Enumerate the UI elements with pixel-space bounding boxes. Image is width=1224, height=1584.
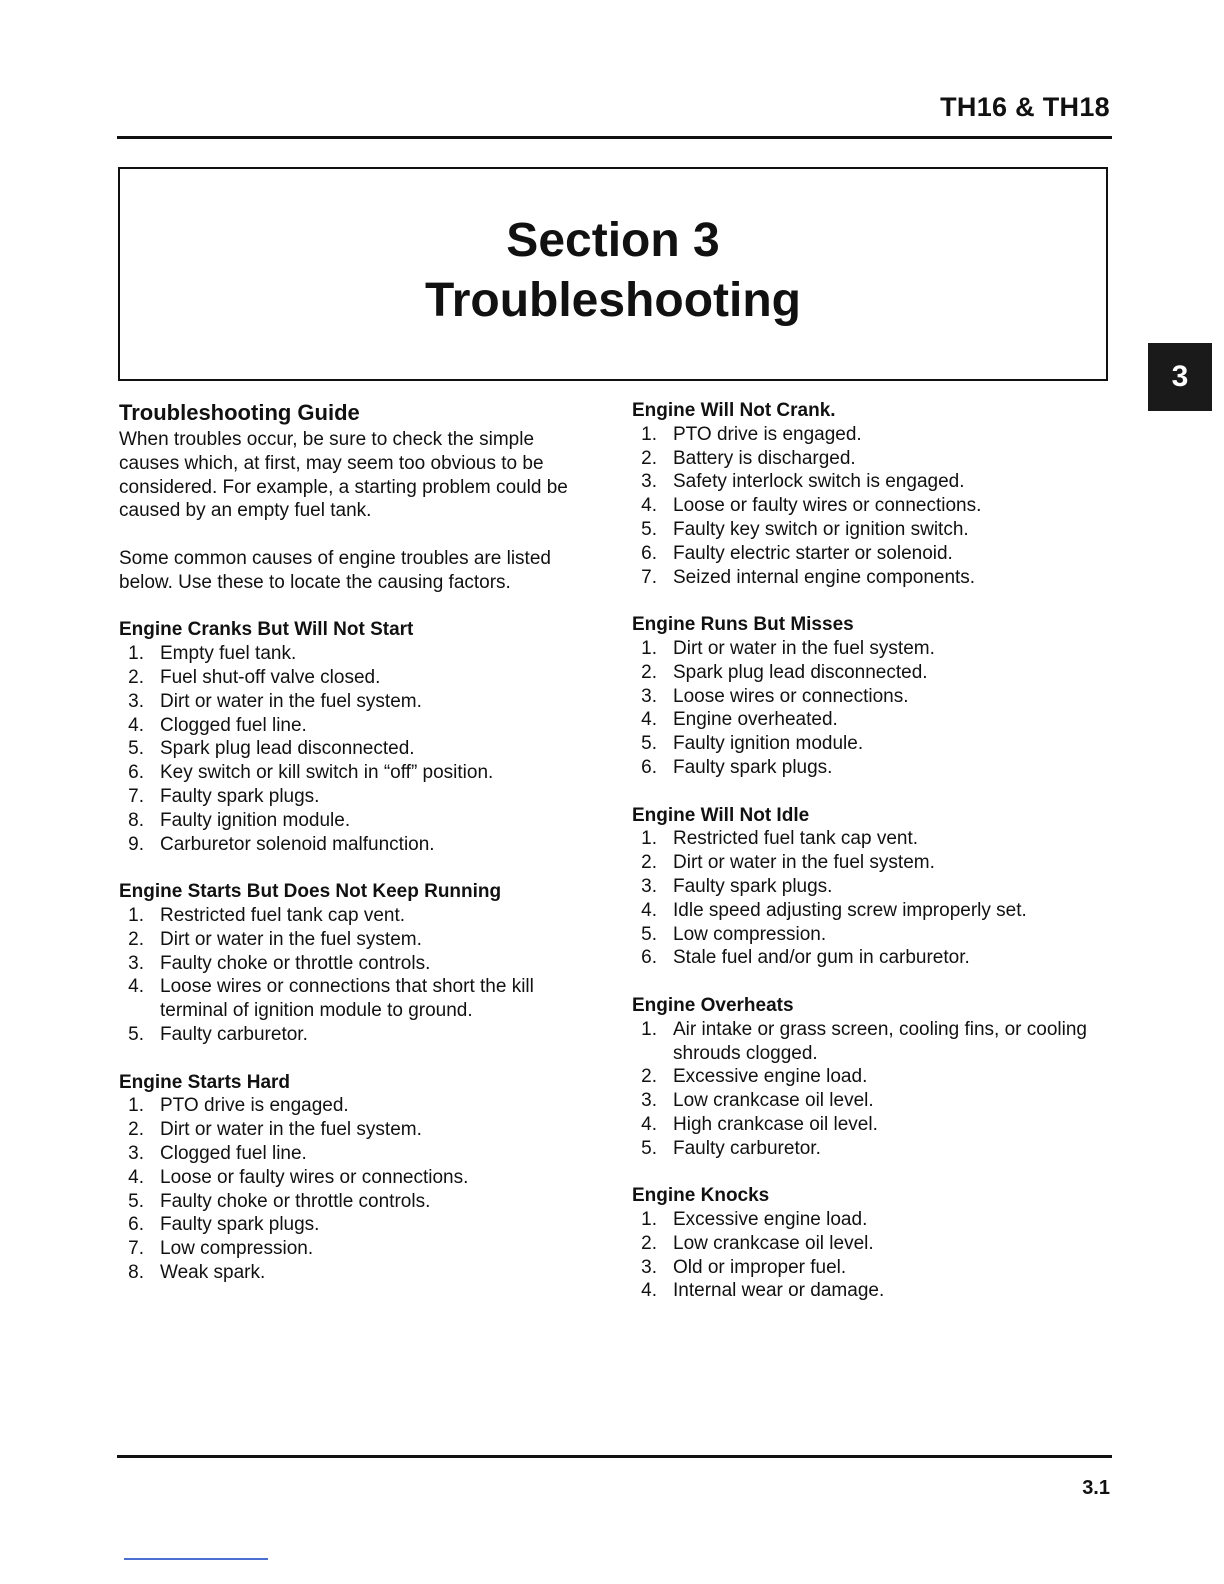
footer-link-underline — [124, 1558, 268, 1560]
list-item-number: 5. — [641, 733, 657, 755]
list-item-text: Clogged fuel line. — [160, 714, 307, 736]
list-item-text: Engine overheated. — [673, 709, 838, 731]
list-item-text: High crankcase oil level. — [673, 1113, 878, 1135]
list-item-text: Safety interlock switch is engaged. — [673, 471, 965, 493]
list-item-text: Restricted fuel tank cap vent. — [160, 904, 406, 926]
troubleshooting-section-title: Engine Cranks But Will Not Start — [119, 619, 414, 641]
list-item-text: Loose or faulty wires or connections. — [160, 1166, 469, 1188]
list-item-text: Faulty spark plugs. — [673, 756, 833, 778]
list-item-number: 2. — [641, 661, 657, 683]
list-item-number: 9. — [128, 833, 144, 855]
cause-list-item — [119, 761, 589, 785]
list-item-text: Faulty spark plugs. — [160, 1214, 320, 1236]
cause-list-item — [632, 447, 1112, 471]
cause-list-item — [119, 1023, 589, 1047]
right-sections — [632, 399, 1112, 1303]
list-item-number: 3. — [128, 1142, 144, 1164]
list-item-text: Low crankcase oil level. — [673, 1232, 874, 1254]
list-item-text: Faulty carburetor. — [673, 1137, 821, 1159]
right-column — [632, 398, 1112, 1327]
list-item-text: Faulty electric starter or solenoid. — [673, 542, 953, 564]
list-item-number: 2. — [128, 666, 144, 688]
section-title-box — [118, 167, 1108, 381]
list-item-text: Low compression. — [673, 923, 827, 945]
list-item-number: 6. — [128, 762, 144, 784]
list-item-number: 1. — [641, 1018, 657, 1040]
list-item-number: 2. — [128, 1119, 144, 1141]
cause-list-item — [119, 975, 589, 1023]
troubleshooting-section-title: Engine Knocks — [632, 1185, 770, 1207]
list-item-number: 1. — [641, 1209, 657, 1231]
list-item-number: 5. — [641, 518, 657, 540]
cause-list-item — [632, 946, 1112, 970]
list-item-number: 6. — [641, 756, 657, 778]
list-item-text: Air intake or grass screen, cooling fins, or cooling shrouds clogged. — [673, 1018, 1087, 1064]
list-item-number: 6. — [641, 947, 657, 969]
list-item-text: Spark plug lead disconnected. — [160, 738, 415, 760]
troubleshooting-section-title: Engine Starts But Does Not Keep Running — [119, 881, 502, 903]
cause-list-item — [632, 923, 1112, 947]
troubleshooting-section-title: Engine Will Not Crank. — [632, 400, 836, 421]
list-item-text: Faulty key switch or ignition switch. — [673, 518, 969, 540]
list-item-text: Faulty ignition module. — [160, 809, 351, 831]
cause-list-item — [119, 642, 589, 666]
list-item-text: Dirt or water in the fuel system. — [160, 928, 422, 950]
list-item-number: 4. — [641, 1280, 657, 1302]
list-item-number: 1. — [641, 423, 657, 445]
list-item-number: 4. — [128, 714, 144, 736]
list-item-text: PTO drive is engaged. — [160, 1095, 349, 1117]
cause-list — [632, 637, 1112, 780]
list-item-number: 1. — [641, 828, 657, 850]
cause-list-item — [632, 661, 1112, 685]
troubleshooting-section-title: Engine Will Not Idle — [632, 804, 810, 826]
list-item-number: 4. — [641, 495, 657, 517]
cause-list-item — [632, 851, 1112, 875]
cause-list-item — [632, 1018, 1112, 1066]
cause-list-item — [632, 1137, 1112, 1161]
cause-list-item — [632, 899, 1112, 923]
list-item-text: Seized internal engine components. — [673, 566, 976, 588]
cause-list-item — [119, 714, 589, 738]
list-item-text: Loose or faulty wires or connections. — [673, 495, 982, 517]
list-item-number: 4. — [128, 976, 144, 998]
list-item-text: Restricted fuel tank cap vent. — [673, 828, 919, 850]
list-item-text: Key switch or kill switch in “off” position. — [160, 762, 494, 784]
list-item-text: Dirt or water in the fuel system. — [160, 1119, 422, 1141]
cause-list-item — [632, 708, 1112, 732]
list-item-text: Faulty choke or throttle controls. — [160, 1190, 431, 1212]
troubleshooting-section-title: Engine Runs But Misses — [632, 614, 854, 636]
list-item-text: Faulty spark plugs. — [160, 785, 320, 807]
list-item-text: Spark plug lead disconnected. — [673, 661, 928, 683]
cause-list — [119, 904, 589, 1047]
list-item-text: Loose wires or connections that short the kill terminal of ignition module to ground. — [160, 976, 534, 1022]
list-item-text: Faulty choke or throttle controls. — [160, 952, 431, 974]
list-item-number: 3. — [641, 471, 657, 493]
section-tab-marker: 3 — [1148, 343, 1212, 411]
list-item-text: Fuel shut-off valve closed. — [160, 666, 381, 688]
list-item-text: Dirt or water in the fuel system. — [673, 852, 935, 874]
list-item-text: Dirt or water in the fuel system. — [160, 690, 422, 712]
cause-list-item — [119, 1237, 589, 1261]
list-item-number: 4. — [641, 709, 657, 731]
cause-list — [119, 642, 589, 856]
cause-list-item — [119, 809, 589, 833]
list-item-number: 4. — [641, 899, 657, 921]
cause-list-item — [632, 685, 1112, 709]
guide-heading: Troubleshooting Guide — [119, 400, 360, 425]
cause-list — [632, 1018, 1112, 1161]
cause-list-item — [632, 542, 1112, 566]
list-item-text: Stale fuel and/or gum in carburetor. — [673, 947, 970, 969]
cause-list-item — [119, 1261, 589, 1285]
list-item-number: 6. — [641, 542, 657, 564]
list-item-number: 3. — [128, 690, 144, 712]
cause-list-item — [632, 423, 1112, 447]
list-item-text: Carburetor solenoid malfunction. — [160, 833, 435, 855]
list-item-text: PTO drive is engaged. — [673, 423, 862, 445]
list-item-number: 3. — [128, 952, 144, 974]
list-item-number: 5. — [641, 1137, 657, 1159]
cause-list-item — [119, 1190, 589, 1214]
list-item-number: 5. — [641, 923, 657, 945]
list-item-number: 2. — [641, 1232, 657, 1254]
cause-list-item — [119, 952, 589, 976]
list-item-text: Low compression. — [160, 1238, 314, 1260]
cause-list-item — [632, 1256, 1112, 1280]
cause-list-item — [632, 732, 1112, 756]
list-item-number: 2. — [641, 1066, 657, 1088]
list-item-number: 3. — [641, 1090, 657, 1112]
list-item-text: Weak spark. — [160, 1261, 266, 1283]
manual-model-header: TH16 & TH18 — [940, 92, 1110, 122]
list-item-text: Excessive engine load. — [673, 1209, 868, 1231]
list-item-text: Excessive engine load. — [673, 1066, 868, 1088]
list-item-text: Dirt or water in the fuel system. — [673, 637, 935, 659]
cause-list-item — [632, 518, 1112, 542]
cause-list-item — [632, 470, 1112, 494]
cause-list-item — [119, 1166, 589, 1190]
cause-list-item — [119, 737, 589, 761]
cause-list-item — [119, 1118, 589, 1142]
list-item-number: 1. — [128, 1095, 144, 1117]
list-item-number: 1. — [128, 904, 144, 926]
left-sections — [119, 618, 589, 1284]
list-item-text: Idle speed adjusting screw improperly set. — [673, 899, 1027, 921]
list-item-text: Faulty carburetor. — [160, 1023, 308, 1045]
list-item-number: 3. — [641, 685, 657, 707]
guide-intro-paragraph: When troubles occur, be sure to check the simple causes which, at first, may seem too obvious to be considered. For example, a starting problem could be caused by an empty fuel tank. — [119, 429, 568, 522]
list-item-number: 8. — [128, 1261, 144, 1283]
list-item-number: 4. — [641, 1113, 657, 1135]
cause-list-item — [119, 690, 589, 714]
cause-list-item — [632, 1279, 1112, 1303]
cause-list-item — [119, 1094, 589, 1118]
list-item-number: 2. — [128, 928, 144, 950]
cause-list-item — [632, 637, 1112, 661]
list-item-number: 3. — [641, 1256, 657, 1278]
page-number: 3.1 — [1082, 1477, 1110, 1499]
cause-list — [119, 1094, 589, 1284]
guide-causes-paragraph: Some common causes of engine troubles are listed below. Use these to locate the causing factors. — [119, 547, 551, 593]
cause-list — [632, 423, 1112, 590]
list-item-number: 1. — [128, 643, 144, 665]
cause-list-item — [119, 928, 589, 952]
list-item-number: 6. — [128, 1214, 144, 1236]
cause-list-item — [632, 494, 1112, 518]
cause-list — [632, 1208, 1112, 1303]
cause-list-item — [632, 1089, 1112, 1113]
cause-list-item — [119, 785, 589, 809]
list-item-number: 2. — [641, 447, 657, 469]
section-name-title: Troubleshooting — [425, 274, 801, 327]
cause-list-item — [632, 827, 1112, 851]
cause-list-item — [632, 1232, 1112, 1256]
list-item-text: Clogged fuel line. — [160, 1142, 307, 1164]
list-item-text: Battery is discharged. — [673, 447, 856, 469]
troubleshooting-section-title: Engine Overheats — [632, 994, 794, 1016]
left-column — [119, 398, 589, 1308]
cause-list-item — [632, 1065, 1112, 1089]
cause-list-item — [632, 566, 1112, 590]
list-item-number: 5. — [128, 1190, 144, 1212]
list-item-text: Old or improper fuel. — [673, 1256, 847, 1278]
cause-list-item — [632, 1113, 1112, 1137]
cause-list-item — [119, 833, 589, 857]
troubleshooting-section-title: Engine Starts Hard — [119, 1071, 291, 1093]
list-item-number: 8. — [128, 809, 144, 831]
list-item-number: 7. — [641, 566, 657, 588]
cause-list-item — [119, 1213, 589, 1237]
section-number-title: Section 3 — [506, 214, 720, 267]
list-item-number: 7. — [128, 1238, 144, 1260]
list-item-text: Empty fuel tank. — [160, 643, 297, 665]
list-item-number: 5. — [128, 1023, 144, 1045]
cause-list-item — [632, 756, 1112, 780]
list-item-number: 2. — [641, 852, 657, 874]
list-item-text: Internal wear or damage. — [673, 1280, 885, 1302]
list-item-number: 1. — [641, 637, 657, 659]
footer-rule — [117, 1455, 1112, 1458]
cause-list — [632, 827, 1112, 970]
cause-list-item — [632, 1208, 1112, 1232]
list-item-text: Low crankcase oil level. — [673, 1090, 874, 1112]
list-item-number: 5. — [128, 738, 144, 760]
cause-list-item — [119, 1142, 589, 1166]
list-item-number: 7. — [128, 785, 144, 807]
list-item-number: 4. — [128, 1166, 144, 1188]
list-item-text: Faulty ignition module. — [673, 733, 864, 755]
list-item-text: Faulty spark plugs. — [673, 875, 833, 897]
cause-list-item — [632, 875, 1112, 899]
cause-list-item — [119, 904, 589, 928]
list-item-text: Loose wires or connections. — [673, 685, 909, 707]
cause-list-item — [119, 666, 589, 690]
header-rule — [117, 136, 1112, 139]
list-item-number: 3. — [641, 875, 657, 897]
